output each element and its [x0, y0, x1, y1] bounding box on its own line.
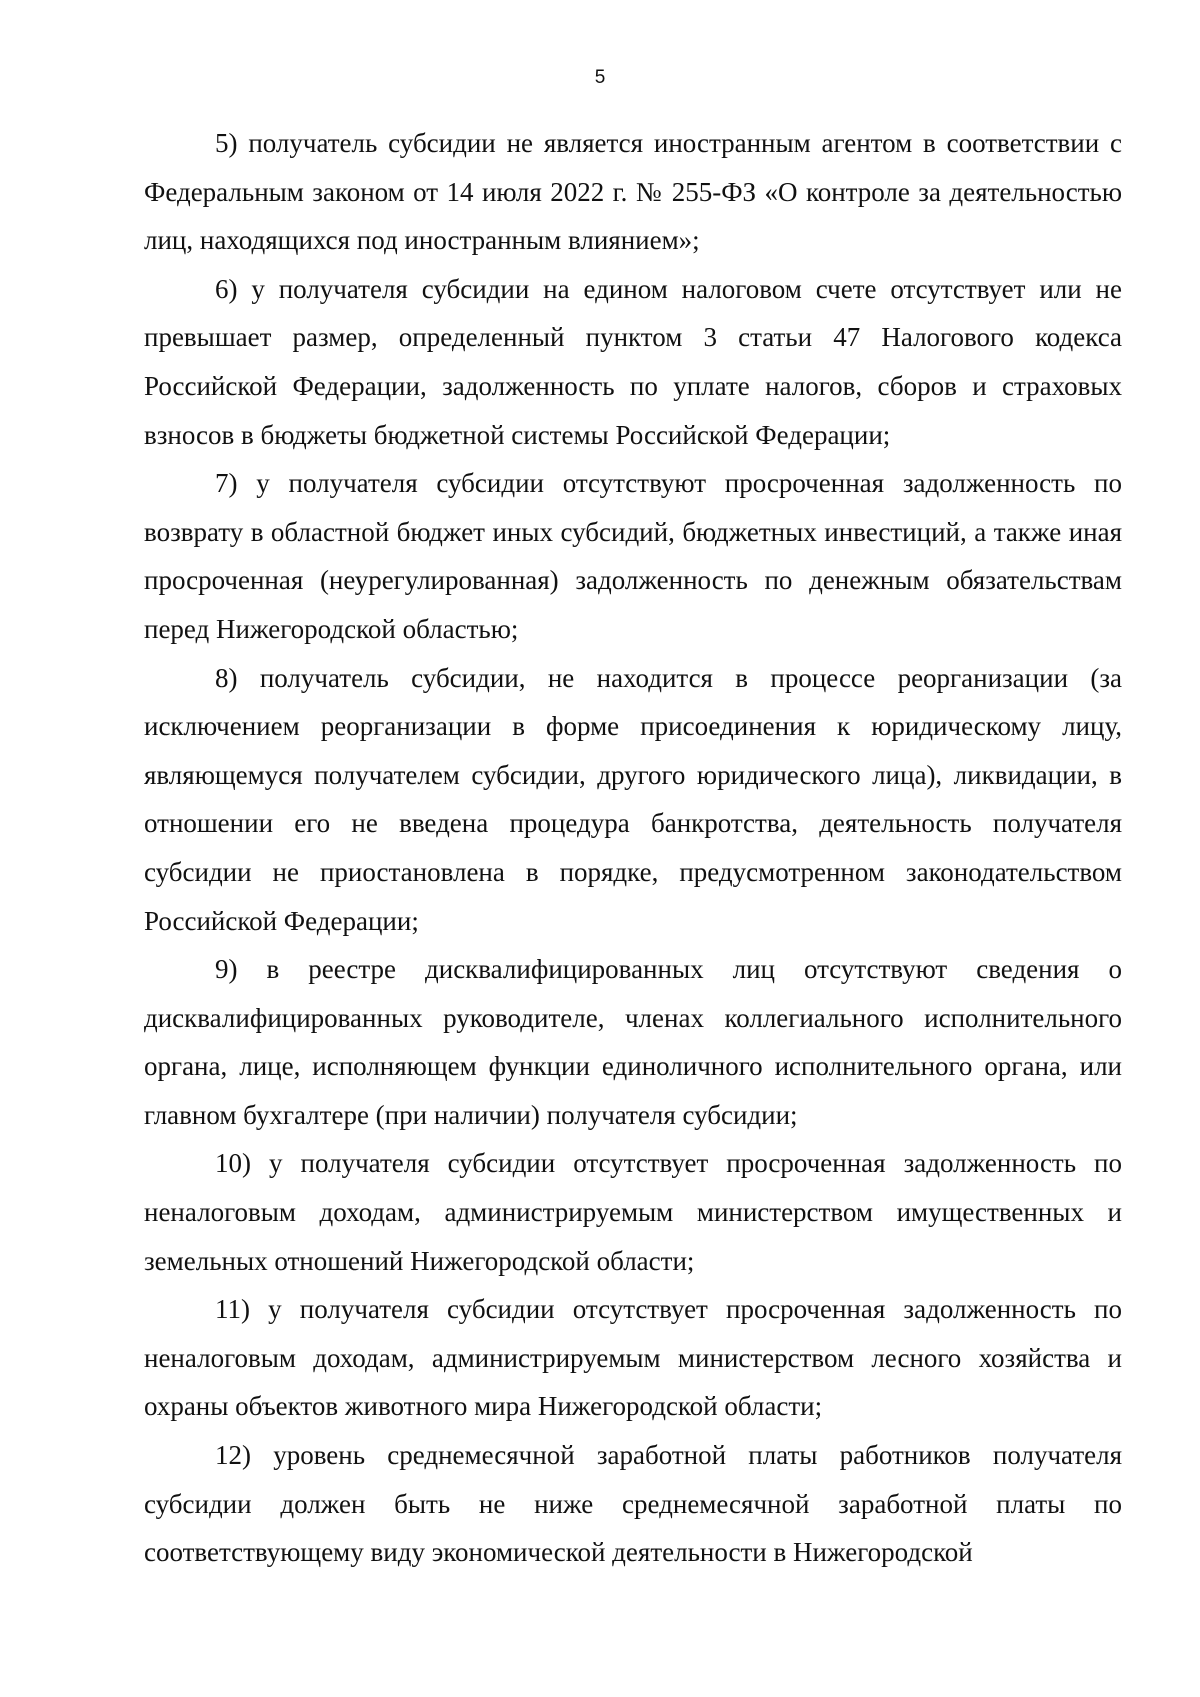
- document-body: [144, 119, 1122, 1577]
- paragraph-item-5: 5) получатель субсидии не является иностранным агентом в соответствии с Федеральным законом от 14 июля 2022 г. № 255-ФЗ «О контроле за деятельностью лиц, находящихся под иностранным влиянием»;: [144, 128, 1122, 256]
- paragraph-item-8: 8) получатель субсидии, не находится в процессе реорганизации (за исключением реорганизации в форме присоединения к юридическому лицу, являющемуся получателем субсидии, другого юридического лица), ликвидации, в отношении его не введена процедура банкротства, деятельность получателя субсидии не приостановлена в порядке, предусмотренном законодательством Российской Федерации;: [144, 662, 1122, 936]
- paragraph-item-12: 12) уровень среднемесячной заработной платы работников получателя субсидии должен быть не ниже среднемесячной заработной платы по соответствующему виду экономической деятельности в Нижегородской: [144, 1440, 1122, 1568]
- paragraph-item-11: 11) у получателя субсидии отсутствует просроченная задолженность по неналоговым доходам, администрируемым министерством лесного хозяйства и охраны объектов животного мира Нижегородской области;: [144, 1294, 1122, 1422]
- paragraph-item-7: 7) у получателя субсидии отсутствуют просроченная задолженность по возврату в областной бюджет иных субсидий, бюджетных инвестиций, а также иная просроченная (неурегулированная) задолженность по денежным обязательствам перед Нижегородской областью;: [144, 468, 1122, 644]
- page-number: 5: [594, 67, 606, 88]
- paragraph-item-10: 10) у получателя субсидии отсутствует просроченная задолженность по неналоговым доходам, администрируемым министерством имущественных и земельных отношений Нижегородской области;: [144, 1148, 1122, 1276]
- paragraph-item-6: 6) у получателя субсидии на едином налоговом счете отсутствует или не превышает размер, определенный пунктом 3 статьи 47 Налогового кодекса Российской Федерации, задолженность по уплате налогов, сборов и страховых взносов в бюджеты бюджетной системы Российской Федерации;: [144, 273, 1122, 450]
- paragraph-item-9: 9) в реестре дисквалифицированных лиц отсутствуют сведения о дисквалифицированных руководителе, членах коллегиального исполнительного органа, лице, исполняющем функции единоличного исполнительного органа, или главном бухгалтере (при наличии) получателя субсидии;: [144, 954, 1122, 1130]
